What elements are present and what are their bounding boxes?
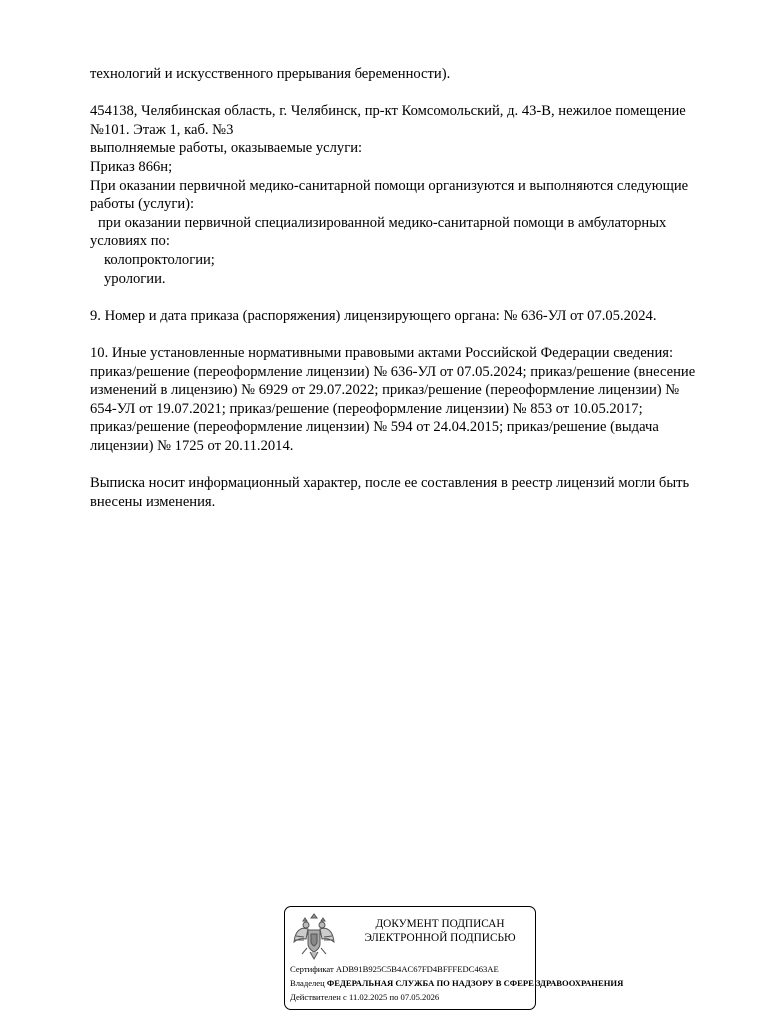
electronic-signature-stamp (284, 906, 624, 1010)
text-line: При оказании первичной медико-санитарной помощи организуются и выполняются следующие (90, 177, 689, 194)
owner-label: Владелец (290, 978, 325, 988)
paragraph-gap (90, 455, 740, 474)
coat-of-arms-icon (292, 912, 336, 962)
text-line: 654-УЛ от 19.07.2021; приказ/решение (переоформление лицензии) № 853 от 10.05.2017; (90, 400, 643, 417)
text-line: технологий и искусственного прерывания беременности). (90, 66, 451, 82)
validity-row (290, 992, 439, 1003)
paragraph-gap (90, 288, 740, 307)
certificate-row (290, 964, 499, 975)
order-number-line: 9. Номер и дата приказа (распоряжения) лицензирующего органа: № 636-УЛ от 07.05.2024. (90, 307, 657, 324)
text-line: работы (услуги): (90, 196, 195, 213)
owner-value: ФЕДЕРАЛЬНАЯ СЛУЖБА ПО НАДЗОРУ В СФЕРЕ ЗДРАВООХРАНЕНИЯ (326, 978, 624, 988)
text-line: условиях по: (90, 233, 170, 250)
stamp-title-line: ЭЛЕКТРОННОЙ ПОДПИСЬЮ (364, 932, 516, 944)
text-line: при оказании первичной специализированной медико-санитарной помощи в амбулаторных (98, 214, 667, 231)
disclaimer-line: Выписка носит информационный характер, после ее составления в реестр лицензий могли быть (90, 475, 690, 492)
paragraph-gap (90, 325, 740, 344)
text-line: приказ/решение (переоформление лицензии) № 636-УЛ от 07.05.2024; приказ/решение (внесение (90, 363, 696, 380)
paragraph-gap (90, 84, 740, 103)
address-line: №101. Этаж 1, каб. №3 (90, 121, 234, 138)
stamp-title (345, 917, 535, 945)
text-line: приказ/решение (переоформление лицензии) № 594 от 24.04.2015; приказ/решение (выдача (90, 419, 659, 436)
document-body (90, 65, 740, 511)
owner-row (290, 978, 623, 989)
service-item: колопроктологии; (104, 251, 215, 268)
text-line: выполняемые работы, оказываемые услуги: (90, 140, 363, 157)
address-line: 454138, Челябинская область, г. Челябинск, пр-кт Комсомольский, д. 43-В, нежилое помещение (90, 103, 686, 120)
text-line: лицензии) № 1725 от 20.11.2014. (90, 437, 294, 454)
validity-text: Действителен с 11.02.2025 по 07.05.2026 (290, 992, 440, 1002)
disclaimer-line: внесены изменения. (90, 493, 216, 510)
stamp-title-line: ДОКУМЕНТ ПОДПИСАН (375, 918, 505, 930)
other-info-heading: 10. Иные установленные нормативными правовыми актами Российской Федерации сведения: (90, 344, 674, 361)
text-line: Приказ 866н; (90, 158, 173, 175)
service-item: урологии. (104, 270, 166, 287)
text-line: изменений в лицензию) № 6929 от 29.07.2022; приказ/решение (переоформление лицензии) № (90, 382, 680, 399)
certificate-value: ADB91B925C5B4AC67FD4BFFFEDC463AE (335, 964, 499, 974)
certificate-label: Сертификат (290, 964, 334, 974)
